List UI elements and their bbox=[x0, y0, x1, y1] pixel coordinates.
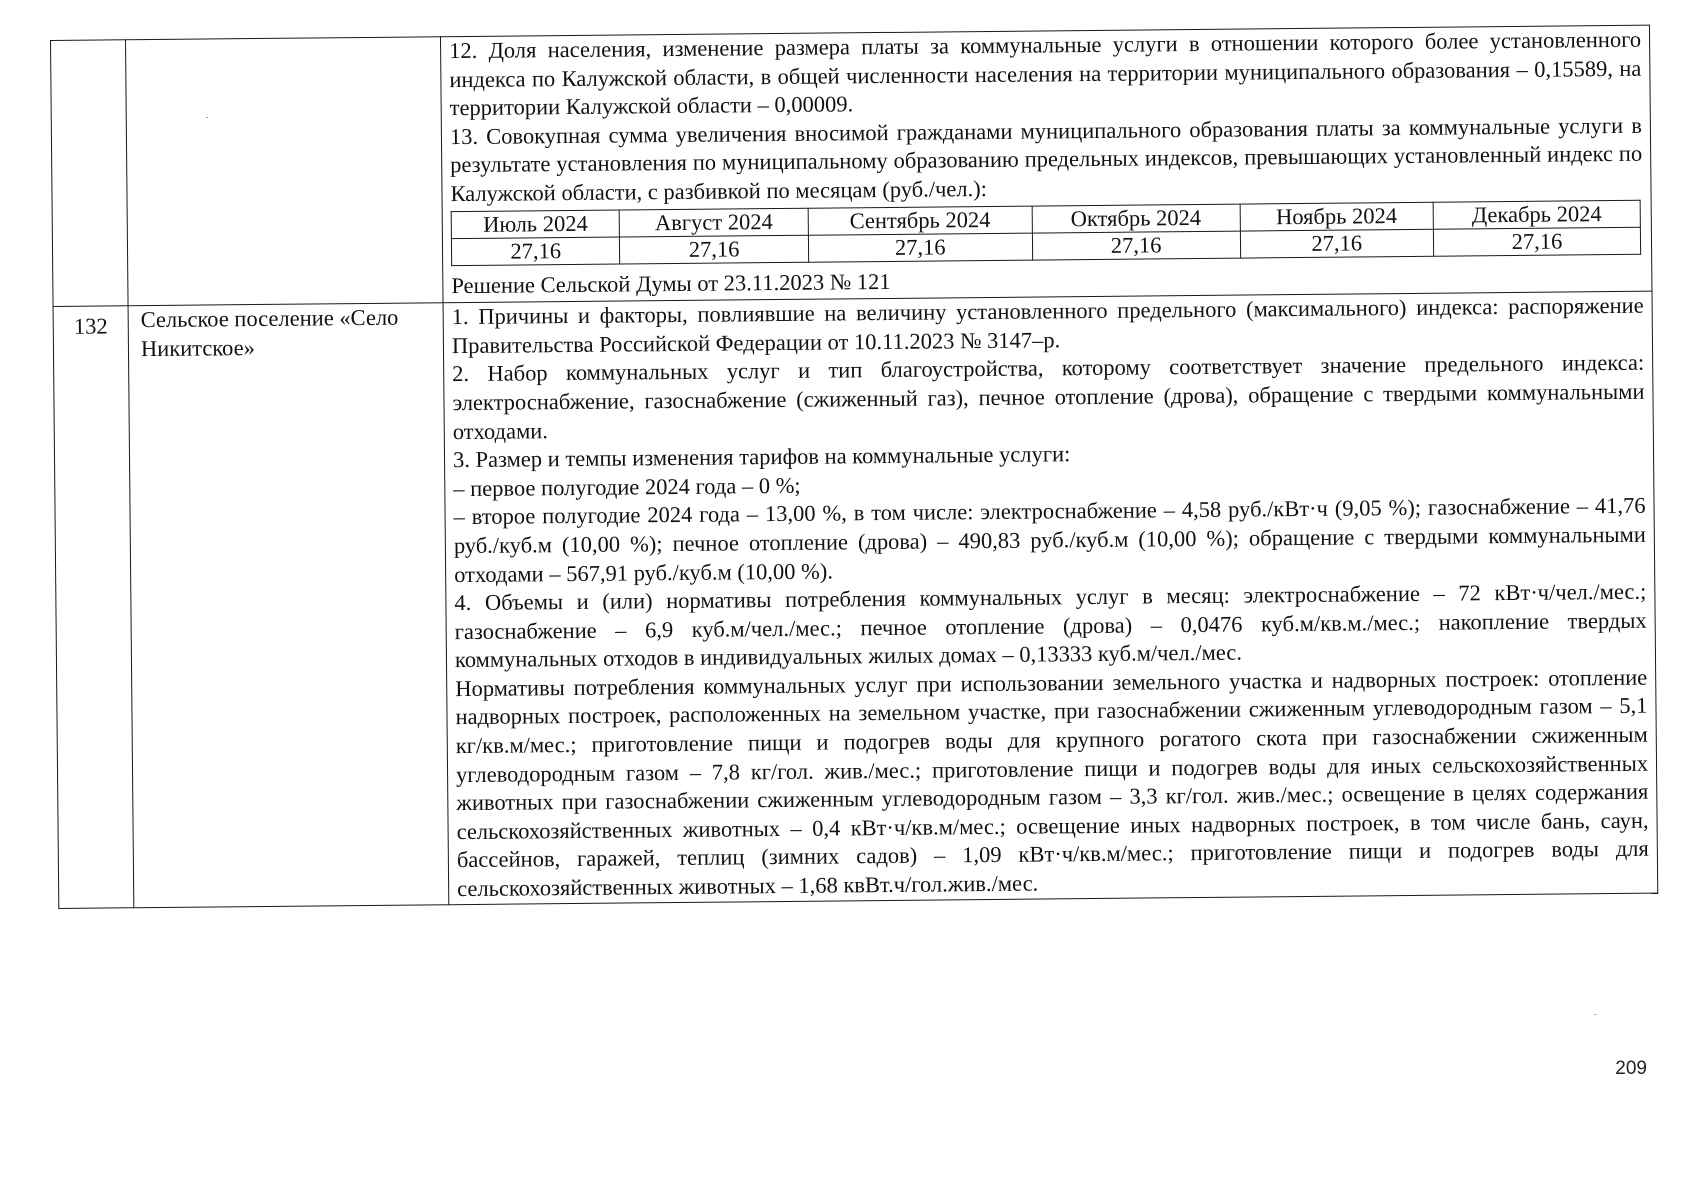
item-3-second-half: – второе полугодие 2024 года – 13,00 %, в том числе: электроснабжение – 4,58 руб./кВт·ч (9,05 %); газоснабжение – 41,76 руб./куб.м (10,00 %); печное отопление (дрова) – 490,83 руб./куб.м (10,00 %); обращение с твердыми коммунальными отходами – 567,91 руб./куб.м (10,00 %). bbox=[453, 493, 1646, 587]
month-value: 27,16 bbox=[1032, 231, 1240, 260]
month-header: Ноябрь 2024 bbox=[1240, 202, 1434, 231]
month-value: 27,16 bbox=[620, 235, 809, 264]
month-header: Август 2024 bbox=[619, 208, 808, 237]
month-header: Сентябрь 2024 bbox=[808, 206, 1032, 235]
month-value: 27,16 bbox=[808, 233, 1032, 262]
month-value: 27,16 bbox=[1433, 227, 1640, 256]
monthly-increase-table bbox=[451, 199, 1641, 265]
item-3: 3. Размер и темпы изменения тарифов на коммунальные услуги: bbox=[452, 441, 1071, 473]
indicators-cell bbox=[443, 291, 1658, 904]
item-2: 2. Набор коммунальных услуг и тип благоустройства, которому соответствует значение предельного индекса: электроснабжение, газоснабжение (сжиженный газ), печное отопление (дрова), обращение с твердыми коммунальными отходами. bbox=[452, 350, 1645, 444]
month-value: 27,16 bbox=[1240, 229, 1434, 258]
indicators-cell bbox=[440, 25, 1651, 303]
month-header: Июль 2024 bbox=[451, 210, 620, 239]
municipality-name-cell bbox=[126, 37, 444, 306]
land-plot-norms: Нормативы потребления коммунальных услуг при использовании земельного участка и надворных построек: отопление надворных построек, расположенных на земельном участке, при газоснабжении сжиженным углеводородным газом – 5,1 кг/кв.м/мес.; приготовление пищи и подогрев воды для крупного рогатого скота при газоснабжении сжиженным углеводородным газом – 7,8 кг/гол. жив./мес.; приготовление пищи и подогрев воды для иных сельскохозяйственных животных при газоснабжении сжиженным углеводородным газом – 3,3 кг/гол. жив./мес.; освещение в целях содержания сельскохозяйственных животных – 0,4 кВт·ч/кв.м/мес.; освещение иных надворных построек, в том числе бань, саун, бассейнов, гаражей, теплиц (зимних садов) – 1,09 кВт·ч/кв.м/мес.; приготовление пищи и подогрев воды для сельскохозяйственных животных – 1,68 квВт.ч/гол.жив./мес. bbox=[455, 664, 1649, 902]
item-3-first-half: – первое полугодие 2024 года – 0 %; bbox=[453, 472, 801, 501]
scan-speck bbox=[1594, 1014, 1596, 1015]
item-4: 4. Объемы и (или) нормативы потребления коммунальных услуг в месяц: электроснабжение – 72 кВт·ч/чел./мес.; газоснабжение – 6,9 куб.м/чел./мес.; печное отопление (дрова) – 0,0476 куб.м/кв.м./мес.; накопление твердых коммунальных отходов в индивидуальных жилых домах – 0,13333 куб.м/чел./мес. bbox=[454, 578, 1647, 673]
page-number: 209 bbox=[1615, 1058, 1647, 1079]
decision-reference: Решение Сельской Думы от 23.11.2023 № 121 bbox=[451, 268, 891, 298]
item-13: 13. Совокупная сумма увеличения вносимой гражданами муниципального образования платы за коммунальные услуги в результате установления по муниципальному образованию предельных индексов, превышающих установленный индекс по Калужской области, с разбивкой по месяцам (руб./чел.): bbox=[449, 112, 1643, 207]
municipality-name-cell: Сельское поселение «Село Никитское» bbox=[128, 303, 449, 907]
item-1: 1. Причины и факторы, повлиявшие на величину установленного предельного (максимального) индекса: распоряжение Правительства Российской Федерации от 10.11.2023 № 3147–р. bbox=[451, 292, 1644, 358]
month-header: Октябрь 2024 bbox=[1032, 204, 1240, 233]
scan-speck bbox=[206, 117, 208, 118]
table-row-132 bbox=[53, 291, 1658, 908]
row-number-cell bbox=[51, 40, 129, 307]
item-12: 12. Доля населения, изменение размера платы за коммунальные услуги в отношении которого более установленного индекса по Калужской области, в общей численности населения на территории муниципального образования – 0,15589, на территории Калужской области – 0,00009. bbox=[449, 26, 1642, 121]
row-number-cell: 132 bbox=[53, 306, 134, 908]
table-row-continuation bbox=[51, 25, 1652, 306]
month-header: Декабрь 2024 bbox=[1433, 200, 1640, 229]
month-value: 27,16 bbox=[451, 237, 620, 266]
municipal-indices-table bbox=[50, 25, 1658, 909]
